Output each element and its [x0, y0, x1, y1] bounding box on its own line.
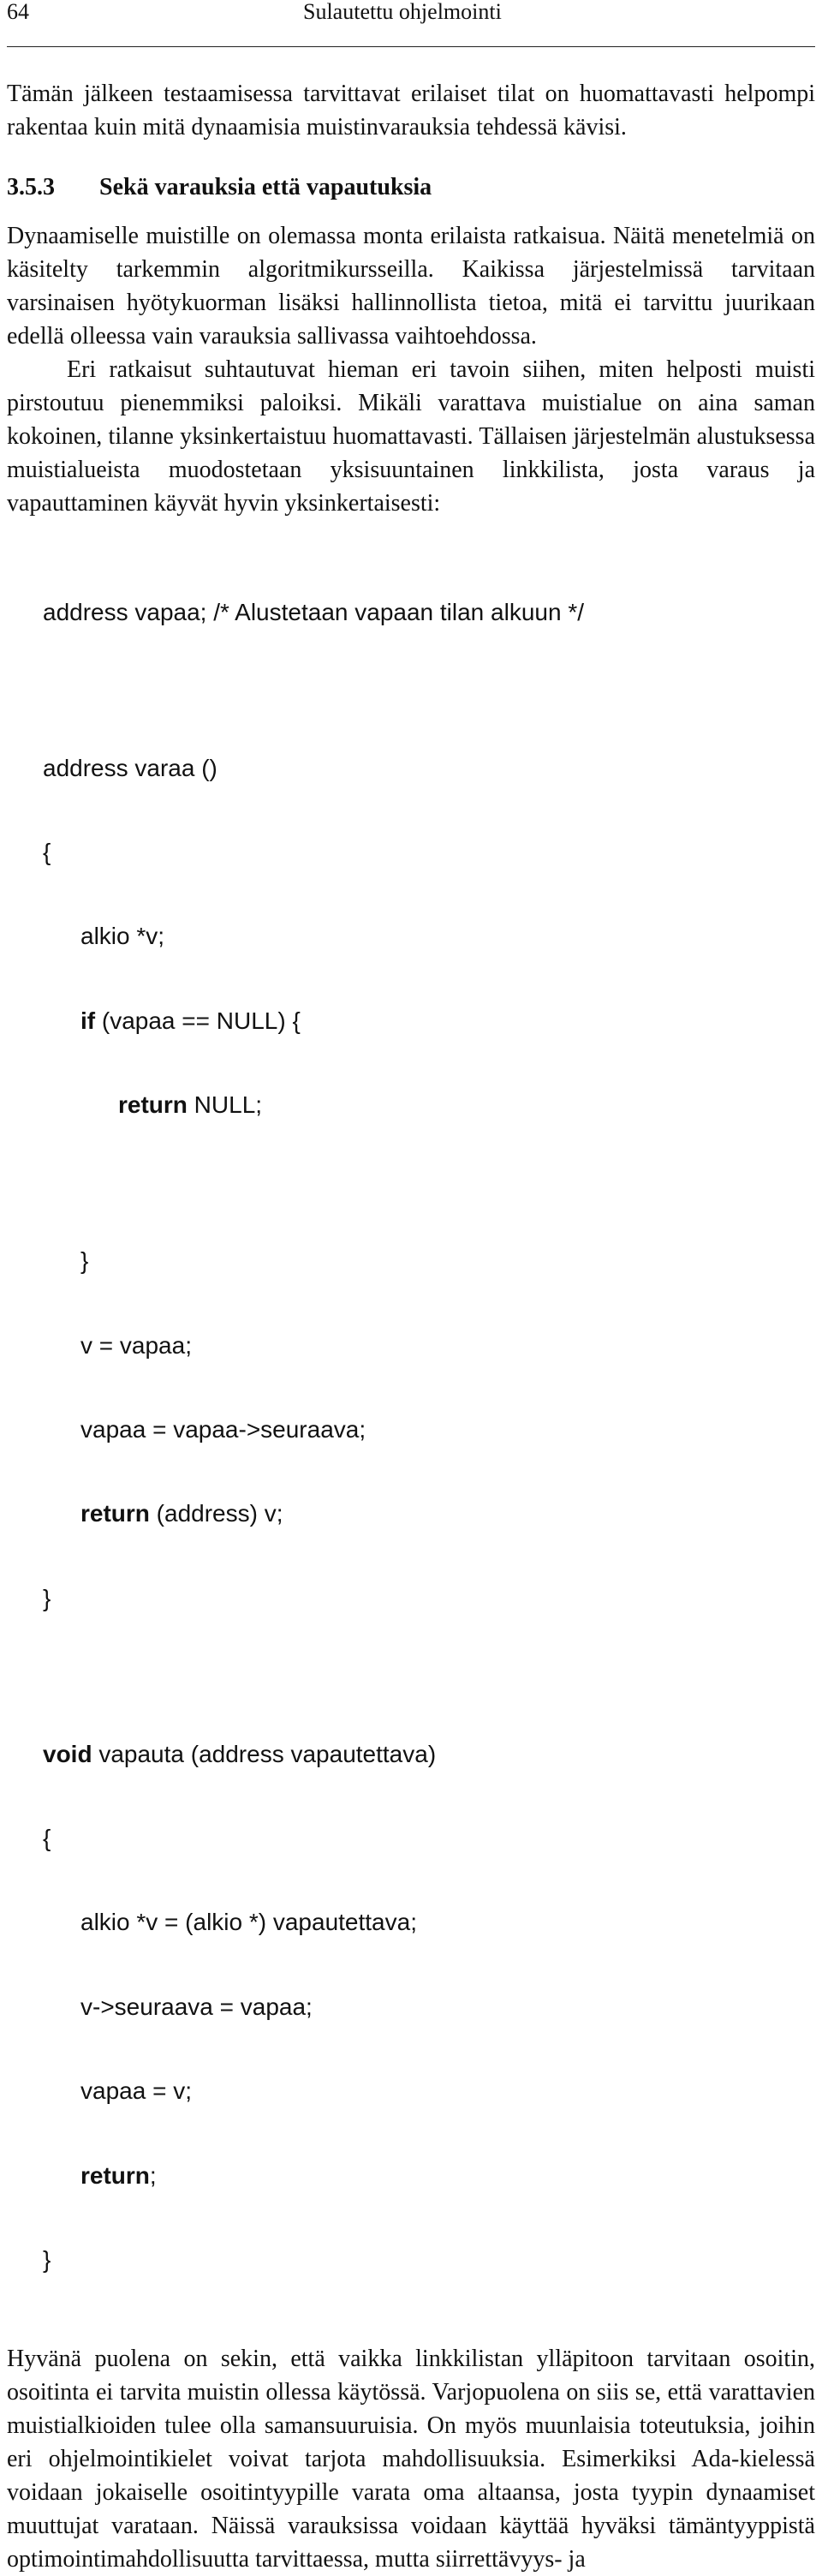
page-number: 64: [7, 0, 29, 24]
header-rule: [7, 46, 815, 47]
section-title: Sekä varauksia että vapautuksia: [99, 174, 432, 200]
page-header: [7, 0, 815, 38]
code-text: NULL;: [187, 1091, 263, 1119]
code-text: (vapaa == NULL) {: [95, 1007, 301, 1034]
code-line: [43, 1007, 815, 1036]
document-page: [7, 0, 815, 2573]
code-line: [43, 1091, 815, 1120]
code-spacer: [43, 683, 815, 698]
code-line: {: [43, 838, 51, 865]
running-title: Sulautettu ohjelmointi: [303, 0, 502, 24]
code-text: vapauta (address vapautettava): [92, 1740, 437, 1767]
intro-paragraph: Tämän jälkeen testaamisessa tarvittavat erilaiset tilat on huomattavasti helpompi rakentaa kuin mitä dynaamisia muistinvarauksia tehdessä kävisi.: [7, 81, 815, 140]
code-line: alkio *v = (alkio *) vapautettava;: [80, 1909, 417, 1936]
code-line: }: [80, 1247, 89, 1275]
code-listing: [43, 542, 815, 2330]
code-keyword: if: [80, 1007, 96, 1034]
paragraph-tradeoffs: Hyvänä puolena on sekin, että vaikka linkkilistan ylläpitoon tarvitaan osoitin, osoitinta ei tarvita muistin ollessa käytössä. Varjopuolena on siis se, että varattavien muistialkioiden tulee olla samansuuruisia. On myös muunlaisia toteutuksia, joihin eri ohjelmointikielet voivat tarjota mahdollisuuksia. Esimerkiksi Ada-kielessä voidaan jokaiselle osoitintyypille varata oma altaansa, josta tyypin dynaamiset muuttujat varataan. Näissä varauksissa voidaan käyttää hyväksi tämäntyyppistä optimointimahdollisuutta tarvittaessa, mutta siirrettävyys- ja: [7, 2346, 815, 2573]
code-line: vapaa = v;: [80, 2077, 192, 2105]
code-text: (address) v;: [149, 1500, 283, 1527]
code-line: alkio *v;: [80, 923, 165, 950]
section-number: 3.5.3: [7, 174, 55, 200]
code-line: }: [43, 1584, 51, 1611]
code-line: [43, 1741, 815, 1769]
code-line: [43, 2162, 815, 2190]
code-spacer: [43, 1176, 815, 1192]
paragraph-fragmentation: Eri ratkaisut suhtautuvat hieman eri tavoin siihen, miten helposti muisti pirstoutuu pienemmiksi paloiksi. Mikäli varattava muistialue on aina saman kokoinen, tilanne yksinkertaistuu huomattavasti. Tällaisen järjestelmän alustuksessa muistialueista muodostetaan yksisuuntainen linkkilista, josta varaus ja vapauttaminen käyvät hyvin yksinkertaisesti:: [7, 356, 815, 517]
section-heading: [7, 171, 815, 204]
code-keyword: return: [80, 1500, 150, 1527]
code-keyword: void: [43, 1740, 92, 1767]
code-line: vapaa = vapaa->seuraava;: [80, 1415, 366, 1443]
page-body: [7, 77, 815, 2576]
code-spacer: [43, 1669, 815, 1684]
code-line: address varaa (): [43, 754, 217, 781]
code-line: v = vapaa;: [80, 1331, 192, 1359]
paragraph-dynamic-memory: Dynaamiselle muistille on olemassa monta erilaista ratkaisua. Näitä menetelmiä on käsitelty tarkemmin algoritmikursseilla. Kaikissa järjestelmissä tarvitaan varsinaisen hyötykuorman lisäksi hallinnollista tietoa, mitä ei tarvittu juurikaan edellä olleessa vain varauksia sallivassa vaihtoehdossa.: [7, 223, 815, 350]
code-line: {: [43, 1825, 51, 1852]
code-text: ;: [149, 2161, 157, 2189]
code-line: address vapaa; /* Alustetaan vapaan tilan alkuun */: [43, 598, 584, 625]
code-line: [43, 1500, 815, 1528]
code-keyword: return: [118, 1091, 188, 1119]
code-line: v->seuraava = vapaa;: [80, 1993, 313, 2020]
code-line: }: [43, 2246, 51, 2274]
code-keyword: return: [80, 2161, 150, 2189]
